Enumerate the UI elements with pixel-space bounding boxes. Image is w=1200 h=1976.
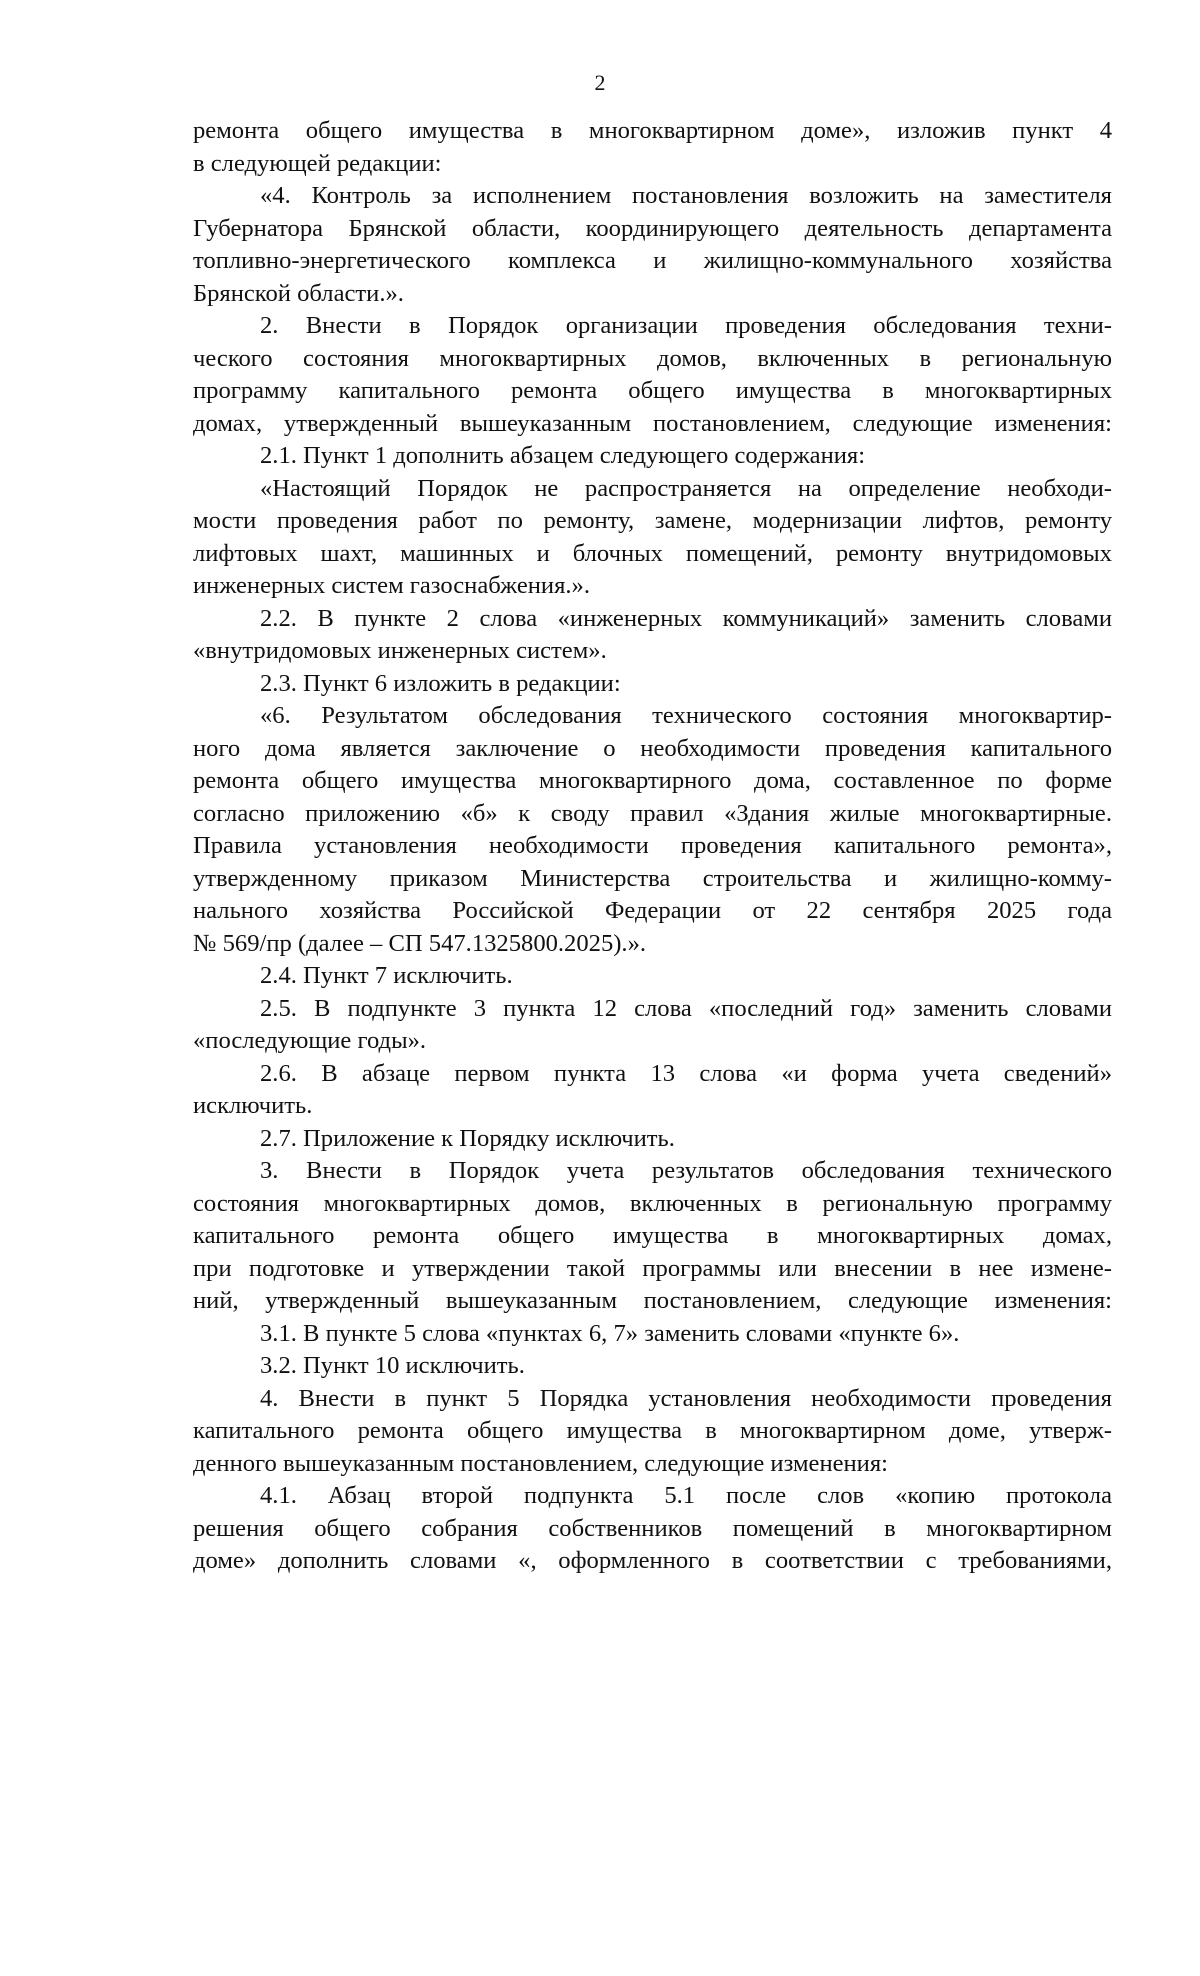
text-line: программу капитального ремонта общего имущества в многоквартирных [193,377,1112,404]
text-line: согласно приложению «б» к своду правил «Здания жилые многоквартирные. [193,799,1112,827]
text-line: в следующей редакции: [193,149,442,177]
text-line: 2. Внести в Порядок организации проведения обследования техни- [260,312,1112,339]
text-line: Брянской области.». [193,279,404,307]
text-line: 2.3. Пункт 6 изложить в редакции: [260,669,621,697]
text-line: капитального ремонта общего имущества в многоквартирном доме, утверж- [193,1417,1112,1444]
text-line: состояния многоквартирных домов, включенных в региональную программу [193,1189,1112,1217]
text-line: «4. Контроль за исполнением постановления возложить на заместителя [260,182,1112,209]
document-body [193,115,1112,1578]
text-line: 3.1. В пункте 5 слова «пунктах 6, 7» заменить словами «пункте 6». [260,1319,960,1347]
text-line: решения общего собрания собственников помещений в многоквартирном [193,1514,1112,1542]
text-line: денного вышеуказанным постановлением, следующие изменения: [193,1449,888,1477]
text-line: 2.7. Приложение к Порядку исключить. [260,1124,675,1152]
text-line: «внутридомовых инженерных систем». [193,637,607,664]
text-line: ремонта общего имущества в многоквартирном доме», изложив пункт 4 [193,117,1112,144]
page-number: 2 [594,70,606,95]
text-line: ремонта общего имущества многоквартирного дома, составленное по форме [193,767,1112,794]
text-line: при подготовке и утверждении такой программы или внесении в нее измене- [193,1254,1112,1282]
text-line: 4. Внести в пункт 5 Порядка установления необходимости проведения [260,1384,1112,1412]
text-line: «6. Результатом обследования технического состояния многоквартир- [260,702,1112,729]
text-line: 3.2. Пункт 10 исключить. [260,1352,525,1379]
text-line: Губернатора Брянской области, координирующего деятельность департамента [193,214,1112,242]
text-line: 2.4. Пункт 7 исключить. [260,962,513,989]
text-line: 2.2. В пункте 2 слова «инженерных коммуникаций» заменить словами [260,604,1112,632]
text-line: Правила установления необходимости проведения капитального ремонта», [193,832,1112,859]
text-line: утвержденному приказом Министерства строительства и жилищно-комму- [193,864,1112,892]
text-line: нального хозяйства Российской Федерации от 22 сентября 2025 года [193,897,1112,924]
text-line: 4.1. Абзац второй подпункта 5.1 после слов «копию протокола [260,1482,1112,1509]
text-line: «последующие годы». [193,1027,427,1054]
text-line: доме» дополнить словами «, оформленного в соответствии с требованиями, [193,1547,1112,1574]
text-line: 2.5. В подпункте 3 пункта 12 слова «последний год» заменить словами [260,994,1112,1022]
text-line: мости проведения работ по ремонту, замене, модернизации лифтов, ремонту [193,507,1112,534]
text-line: № 569/пр (далее – СП 547.1325800.2025).». [193,929,647,957]
text-line: исключить. [193,1092,313,1119]
text-line: ного дома является заключение о необходимости проведения капитального [193,734,1112,762]
text-line: ний, утвержденный вышеуказанным постановлением, следующие изменения: [193,1287,1112,1314]
text-line: домах, утвержденный вышеуказанным постановлением, следующие изменения: [193,409,1112,437]
text-line: 2.6. В абзаце первом пункта 13 слова «и форма учета сведений» [260,1059,1112,1087]
text-line: капитального ремонта общего имущества в многоквартирных домах, [193,1222,1112,1249]
text-line: лифтовых шахт, машинных и блочных помещений, ремонту внутридомовых [193,539,1112,567]
text-line: «Настоящий Порядок не распространяется на определение необходи- [260,474,1112,502]
text-line: ческого состояния многоквартирных домов, включенных в региональную [193,344,1112,372]
text-line: инженерных систем газоснабжения.». [193,572,590,599]
text-line: топливно-энергетического комплекса и жилищно-коммунального хозяйства [193,247,1112,274]
text-line: 2.1. Пункт 1 дополнить абзацем следующего содержания: [260,442,866,469]
text-line: 3. Внести в Порядок учета результатов обследования технического [260,1157,1112,1184]
